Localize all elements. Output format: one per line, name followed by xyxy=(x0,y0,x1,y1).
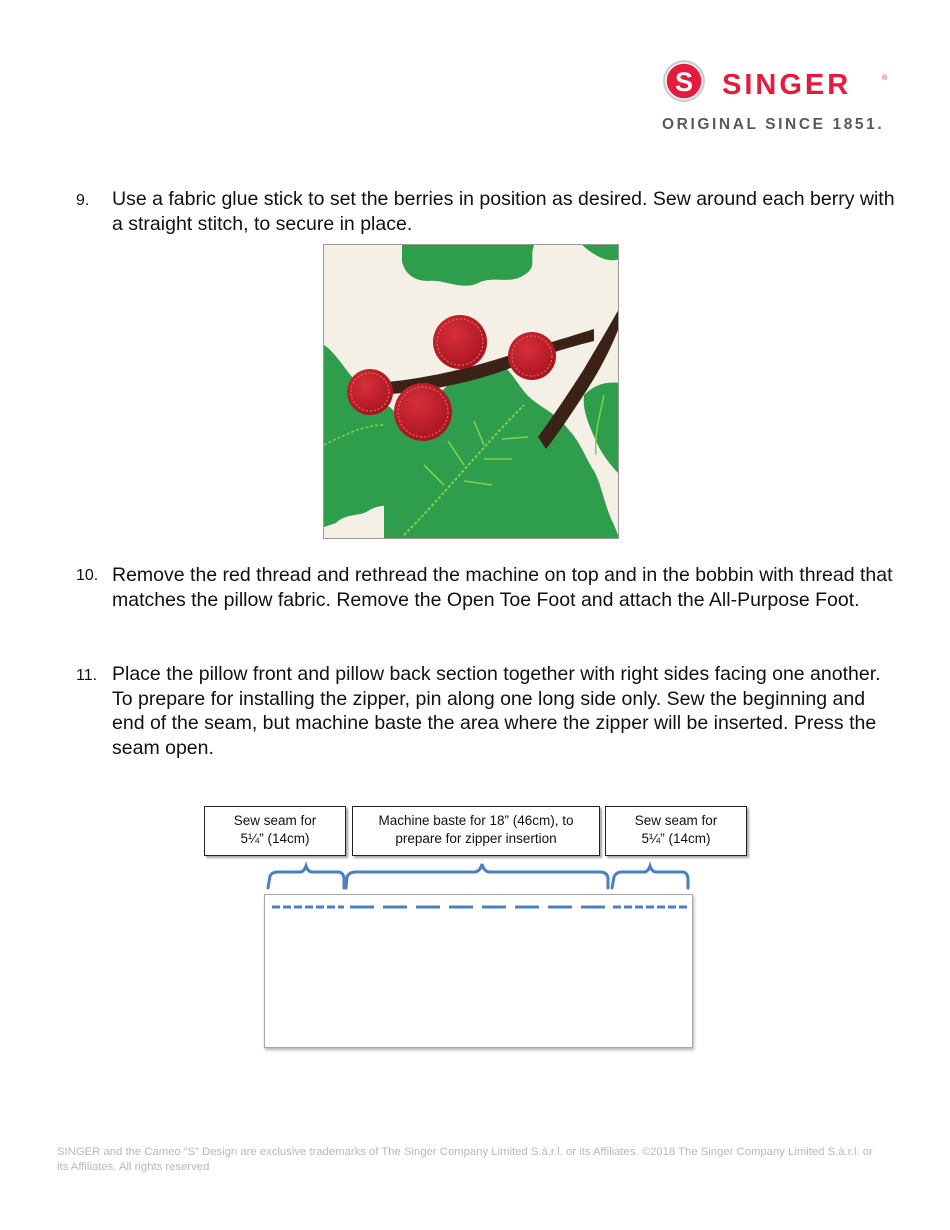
bracket-right xyxy=(612,866,688,888)
callout-line: prepare for zipper insertion xyxy=(395,831,557,846)
step-number: 11. xyxy=(76,667,98,684)
registered-mark: ® xyxy=(882,75,888,82)
step-number: 10. xyxy=(76,567,99,584)
callout-line: Sew seam for xyxy=(233,813,317,828)
callout-line: 5¼” (14cm) xyxy=(641,831,711,846)
step-number: 9. xyxy=(76,192,90,209)
step-text: Place the pillow front and pillow back section together with right sides facing one another. To prepare for installing the zipper, pin along one long side only. Sew the beginning and end of the seam, but machine baste the area where the zipper will be inserted. Press the seam open. xyxy=(112,663,881,759)
bracket-left xyxy=(268,866,344,888)
brand-name: SINGER xyxy=(722,69,852,101)
brand-tagline: ORIGINAL SINCE 1851. xyxy=(662,116,885,133)
copyright-footer: SINGER and the Cameo “S” Design are exclusive trademarks of The Singer Company Limited S.à.r.l. or its Affiliates. ©2018 The Singer Company Limited S.à.r.l. or its Affiliates. All rights reserved xyxy=(57,1146,873,1173)
bracket-middle xyxy=(346,864,608,888)
step-text: Use a fabric glue stick to set the berries in position as desired. Sew around each berry with a straight stitch, to secure in place. xyxy=(112,188,895,235)
callout-line: 5¼” (14cm) xyxy=(240,831,310,846)
step-text: Remove the red thread and rethread the machine on top and in the bobbin with thread that matches the pillow fabric. Remove the Open Toe Foot and attach the All-Purpose Foot. xyxy=(112,564,893,611)
callout-line: Machine baste for 18” (46cm), to xyxy=(378,813,574,828)
svg-text:S: S xyxy=(674,67,694,97)
callout-line: Sew seam for xyxy=(634,813,718,828)
